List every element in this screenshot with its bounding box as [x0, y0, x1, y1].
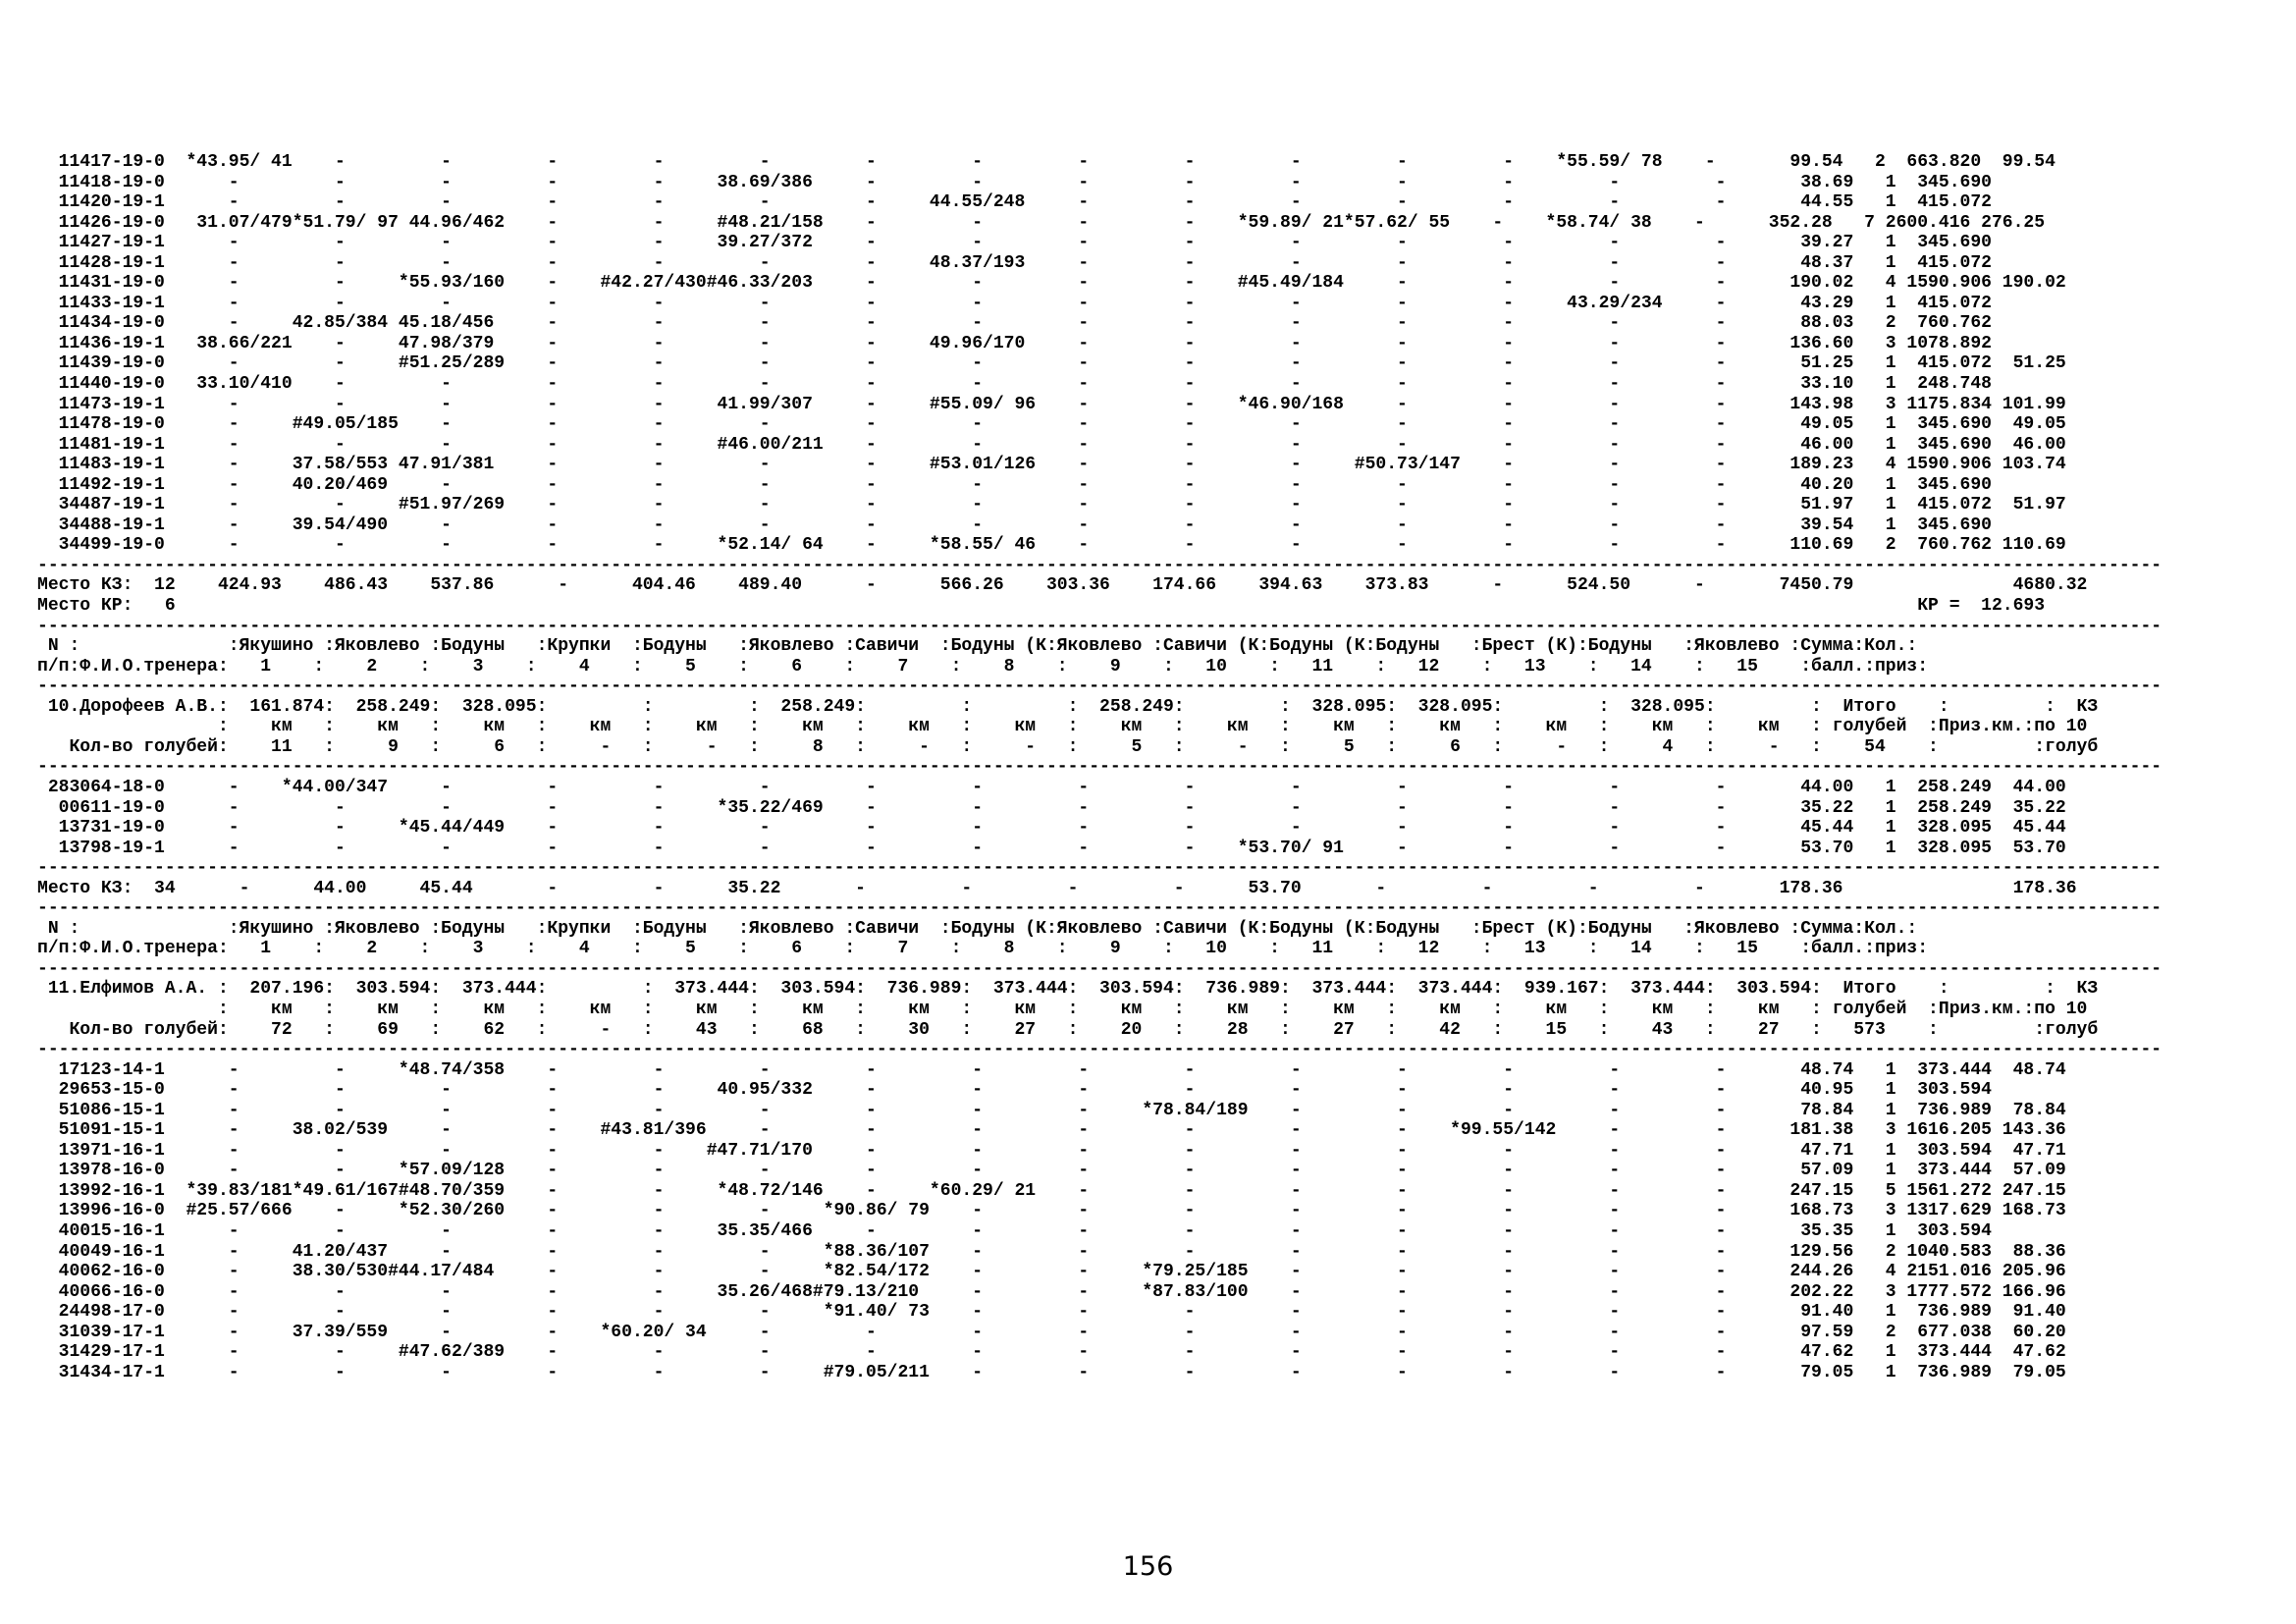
report-line: 283064-18-0 - *44.00/347 - - - - - - - - - - - - - 44.00 1 258.249 44.00: [37, 777, 2066, 797]
separator-line: --------------------------------------------------------------------------------------------------------------------------------------------------------------------------------------------------------: [37, 757, 2163, 778]
report-line: 11433-19-1 - - - - - - - - - - - - - 43.29/234 - 43.29 1 415.072: [37, 293, 1992, 313]
report-line: : км : км : км : км : км : км : км : км : км : км : км : км : км : км : км : голубей :Приз.км.:по 10: [37, 717, 2088, 737]
report-line: 11492-19-1 - 40.20/469 - - - - - - - - - - - - - 40.20 1 345.690: [37, 474, 1992, 495]
report-line: : км : км : км : км : км : км : км : км : км : км : км : км : км : км : км : голубей :Приз.км.:по 10: [37, 999, 2088, 1019]
report-line: 34488-19-1 - 39.54/490 - - - - - - - - - - - - - 39.54 1 345.690: [37, 514, 1992, 535]
separator-line: --------------------------------------------------------------------------------------------------------------------------------------------------------------------------------------------------------: [37, 677, 2163, 697]
report-line: 11431-19-0 - - *55.93/160 - #42.27/430#46.33/203 - - - - #45.49/184 - - - - 190.02 4 1590.906 190.02: [37, 273, 2066, 294]
results-report: [37, 152, 2162, 1382]
report-line: 11.Елфимов А.А. : 207.196: 303.594: 373.444: : 373.444: 303.594: 736.989: 373.444: 303.594: 736.989: 373.444: 373.444: 939.167: 373.444: 303.594: Итого : : КЗ: [37, 979, 2099, 1000]
report-line: 11434-19-0 - 42.85/384 45.18/456 - - - - - - - - - - - - 88.03 2 760.762: [37, 313, 1992, 334]
separator-line: --------------------------------------------------------------------------------------------------------------------------------------------------------------------------------------------------------: [37, 616, 2163, 636]
report-line: 40015-16-1 - - - - - 35.35/466 - - - - - - - - - 35.35 1 303.594: [37, 1220, 1992, 1241]
separator-line: --------------------------------------------------------------------------------------------------------------------------------------------------------------------------------------------------------: [37, 958, 2163, 979]
report-line: 11440-19-0 33.10/410 - - - - - - - - - - - - - - 33.10 1 248.748: [37, 374, 1992, 395]
report-line: Место КЗ: 34 - 44.00 45.44 - - 35.22 - - - - 53.70 - - - - 178.36 178.36: [37, 878, 2077, 898]
report-line: N : :Якушино :Яковлево :Бодуны :Крупки :Бодуны :Яковлево :Савичи :Бодуны (К:Яковлево :Савичи (К:Бодуны (К:Бодуны :Брест (К):Бодуны :Яковлево :Сумма:Кол.:: [37, 636, 1918, 657]
report-line: 11417-19-0 *43.95/ 41 - - - - - - - - - - - - *55.59/ 78 - 99.54 2 663.820 99.54: [37, 152, 2056, 172]
report-line: 10.Дорофеев А.В.: 161.874: 258.249: 328.095: : : 258.249: : : 258.249: : 328.095: 328.095: : 328.095: : Итого : : КЗ: [37, 696, 2099, 717]
separator-line: --------------------------------------------------------------------------------------------------------------------------------------------------------------------------------------------------------: [37, 555, 2163, 575]
report-line: 40066-16-0 - - - - - 35.26/468#79.13/210 - - *87.83/100 - - - - - 202.22 3 1777.572 166.96: [37, 1281, 2066, 1302]
separator-line: --------------------------------------------------------------------------------------------------------------------------------------------------------------------------------------------------------: [37, 858, 2163, 879]
report-line: 13996-16-0 #25.57/666 - *52.30/260 - - - *90.86/ 79 - - - - - - - - 168.73 3 1317.629 168.73: [37, 1201, 2066, 1221]
report-line: 00611-19-0 - - - - - *35.22/469 - - - - - - - - - 35.22 1 258.249 35.22: [37, 797, 2066, 818]
report-line: Место КР: 6 КР = 12.693: [37, 596, 2046, 617]
report-line: 34487-19-1 - - #51.97/269 - - - - - - - - - - - - 51.97 1 415.072 51.97: [37, 495, 2066, 515]
report-line: 13992-16-1 *39.83/181*49.61/167#48.70/359 - - *48.72/146 - *60.29/ 21 - - - - - - - 247.15 5 1561.272 247.15: [37, 1180, 2066, 1201]
report-line: 11473-19-1 - - - - - 41.99/307 - #55.09/ 96 - - *46.90/168 - - - - 143.98 3 1175.834 101.99: [37, 394, 2066, 414]
report-line: 31039-17-1 - 37.39/559 - - *60.20/ 34 - - - - - - - - - - 97.59 2 677.038 60.20: [37, 1322, 2066, 1342]
report-line: 11436-19-1 38.66/221 - 47.98/379 - - - - 49.96/170 - - - - - - - 136.60 3 1078.892: [37, 333, 1992, 353]
report-line: 11420-19-1 - - - - - - - 44.55/248 - - - - - - - 44.55 1 415.072: [37, 192, 1992, 213]
report-line: 11426-19-0 31.07/479*51.79/ 97 44.96/462 - - #48.21/158 - - - - *59.89/ 21*57.62/ 55 - *58.74/ 38 - 352.28 7 2600.416 276.25: [37, 212, 2046, 233]
report-line: 11428-19-1 - - - - - - - 48.37/193 - - - - - - - 48.37 1 415.072: [37, 252, 1992, 273]
report-line: п/п:Ф.И.О.тренера: 1 : 2 : 3 : 4 : 5 : 6 : 7 : 8 : 9 : 10 : 11 : 12 : 13 : 14 : 15 :балл.:приз:: [37, 939, 1929, 959]
report-line: 51091-15-1 - 38.02/539 - - #43.81/396 - - - - - - - *99.55/142 - - 181.38 3 1616.205 143.36: [37, 1120, 2066, 1141]
report-line: Кол-во голубей: 11 : 9 : 6 : - : - : 8 : - : - : 5 : - : 5 : 6 : - : 4 : - : 54 : :голуб: [37, 736, 2099, 757]
separator-line: --------------------------------------------------------------------------------------------------------------------------------------------------------------------------------------------------------: [37, 898, 2163, 919]
report-line: 11481-19-1 - - - - - #46.00/211 - - - - - - - - - 46.00 1 345.690 46.00: [37, 434, 2066, 455]
report-line: 31429-17-1 - - #47.62/389 - - - - - - - - - - - - 47.62 1 373.444 47.62: [37, 1342, 2066, 1363]
report-line: 13798-19-1 - - - - - - - - - - *53.70/ 91 - - - - 53.70 1 328.095 53.70: [37, 838, 2066, 858]
report-line: 13731-19-0 - - *45.44/449 - - - - - - - - - - - - 45.44 1 328.095 45.44: [37, 818, 2066, 839]
report-line: 40049-16-1 - 41.20/437 - - - - *88.36/107 - - - - - - - - 129.56 2 1040.583 88.36: [37, 1241, 2066, 1262]
report-line: 13978-16-0 - - *57.09/128 - - - - - - - - - - - - 57.09 1 373.444 57.09: [37, 1161, 2066, 1181]
report-line: 11483-19-1 - 37.58/553 47.91/381 - - - - #53.01/126 - - - #50.73/147 - - - 189.23 4 1590.906 103.74: [37, 455, 2066, 475]
report-line: 17123-14-1 - - *48.74/358 - - - - - - - - - - - - 48.74 1 373.444 48.74: [37, 1059, 2066, 1080]
report-line: 11427-19-1 - - - - - 39.27/372 - - - - - - - - - 39.27 1 345.690: [37, 233, 1992, 253]
report-line: 31434-17-1 - - - - - - #79.05/211 - - - - - - - - 79.05 1 736.989 79.05: [37, 1362, 2066, 1382]
report-line: п/п:Ф.И.О.тренера: 1 : 2 : 3 : 4 : 5 : 6 : 7 : 8 : 9 : 10 : 11 : 12 : 13 : 14 : 15 :балл.:приз:: [37, 656, 1929, 677]
report-line: 11439-19-0 - - #51.25/289 - - - - - - - - - - - - 51.25 1 415.072 51.25: [37, 353, 2066, 374]
report-line: 34499-19-0 - - - - - *52.14/ 64 - *58.55/ 46 - - - - - - - 110.69 2 760.762 110.69: [37, 535, 2066, 556]
report-line: N : :Якушино :Яковлево :Бодуны :Крупки :Бодуны :Яковлево :Савичи :Бодуны (К:Яковлево :Савичи (К:Бодуны (К:Бодуны :Брест (К):Бодуны :Яковлево :Сумма:Кол.:: [37, 918, 1918, 939]
separator-line: --------------------------------------------------------------------------------------------------------------------------------------------------------------------------------------------------------: [37, 1040, 2163, 1060]
report-line: 11418-19-0 - - - - - 38.69/386 - - - - - - - - - 38.69 1 345.690: [37, 172, 1992, 192]
report-line: 24498-17-0 - - - - - - *91.40/ 73 - - - - - - - - 91.40 1 736.989 91.40: [37, 1302, 2066, 1323]
report-line: 51086-15-1 - - - - - - - - - *78.84/189 - - - - - 78.84 1 736.989 78.84: [37, 1100, 2066, 1120]
report-line: Кол-во голубей: 72 : 69 : 62 : - : 43 : 68 : 30 : 27 : 20 : 28 : 27 : 42 : 15 : 43 : 27 : 573 : :голуб: [37, 1019, 2099, 1040]
report-line: Место КЗ: 12 424.93 486.43 537.86 - 404.46 489.40 - 566.26 303.36 174.66 394.63 373.83 - 524.50 - 7450.79 4680.32: [37, 575, 2088, 596]
report-line: 40062-16-0 - 38.30/530#44.17/484 - - - *82.54/172 - - *79.25/185 - - - - - 244.26 4 2151.016 205.96: [37, 1262, 2066, 1282]
report-line: 13971-16-1 - - - - - #47.71/170 - - - - - - - - - 47.71 1 303.594 47.71: [37, 1140, 2066, 1161]
report-line: 11478-19-0 - #49.05/185 - - - - - - - - - - - - - 49.05 1 345.690 49.05: [37, 414, 2066, 435]
report-line: 29653-15-0 - - - - - 40.95/332 - - - - - - - - - 40.95 1 303.594: [37, 1080, 1992, 1101]
page-number: 156: [1122, 1551, 1174, 1582]
